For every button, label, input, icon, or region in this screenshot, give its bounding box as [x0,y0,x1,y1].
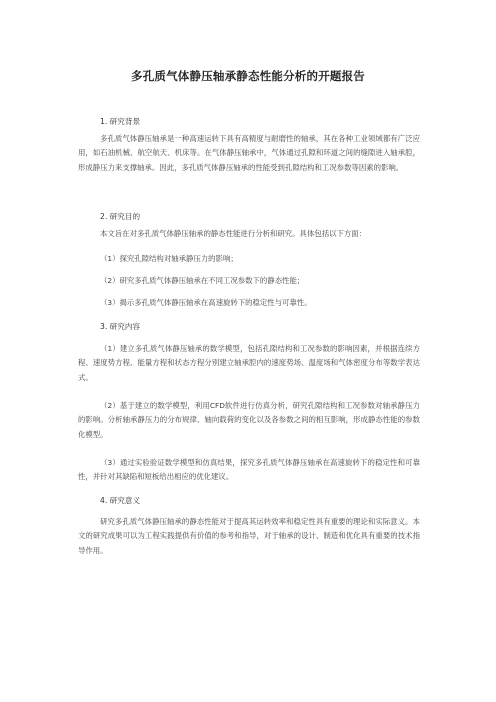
section-heading-purpose: 2. 研究目的 [100,212,141,221]
section-heading-significance: 4. 研究意义 [100,496,141,505]
content-paragraph-1: （1）建立多孔质气体静压轴承的数学模型，包括孔隙结构和工况参数的影响因素，并根据连续方程、速度势方程、能量方程和状态方程分别建立轴承腔内的速度势场、温度场和气体密度分布等数学表达式。 [78,344,420,382]
purpose-item-1: （1）探究孔隙结构对轴承静压力的影响； [100,254,238,263]
purpose-item-2: （2）研究多孔质气体静压轴承在不同工况参数下的静态性能； [100,276,305,285]
significance-paragraph: 研究多孔质气体静压轴承的静态性能对于提高其运转效率和稳定性具有重要的理论和实际意义。本文的研究成果可以为工程实践提供有价值的参考和指导，对于轴承的设计、制造和优化具有重要的技术指导作用。 [78,517,420,555]
background-paragraph: 多孔质气体静压轴承是一种高速运转下具有高精度与耐磨性的轴承，其在各种工业领域都有广泛应用，如石油机械、航空航天、机床等。在气体静压轴承中，气体通过孔隙和环道之间的缝隙进入轴承腔，形成静压力来支撑轴承。因此，多孔质气体静压轴承的性能受到孔隙结构和工况参数等因素的影响。 [78,134,420,172]
purpose-intro: 本文旨在对多孔质气体静压轴承的静态性能进行分析和研究。具体包括以下方面： [100,229,367,238]
section-heading-background: 1. 研究背景 [100,117,141,126]
purpose-item-3: （3）揭示多孔质气体静压轴承在高速旋转下的稳定性与可靠性。 [100,298,312,307]
content-paragraph-2: （2）基于建立的数学模型，利用CFD软件进行仿真分析，研究孔隙结构和工况参数对轴承静压力的影响。分析轴承静压力的分布规律、轴向载荷的变化以及各参数之间的相互影响，形成静态性能的参数化模型。 [78,401,420,439]
content-paragraph-3: （3）通过实验验证数学模型和仿真结果，探究多孔质气体静压轴承在高速旋转下的稳定性和可靠性，并针对其缺陷和短板给出相应的优化建议。 [78,458,420,482]
section-heading-content: 3. 研究内容 [100,322,141,331]
report-title: 多孔质气体静压轴承静态性能分析的开题报告 [131,69,365,83]
